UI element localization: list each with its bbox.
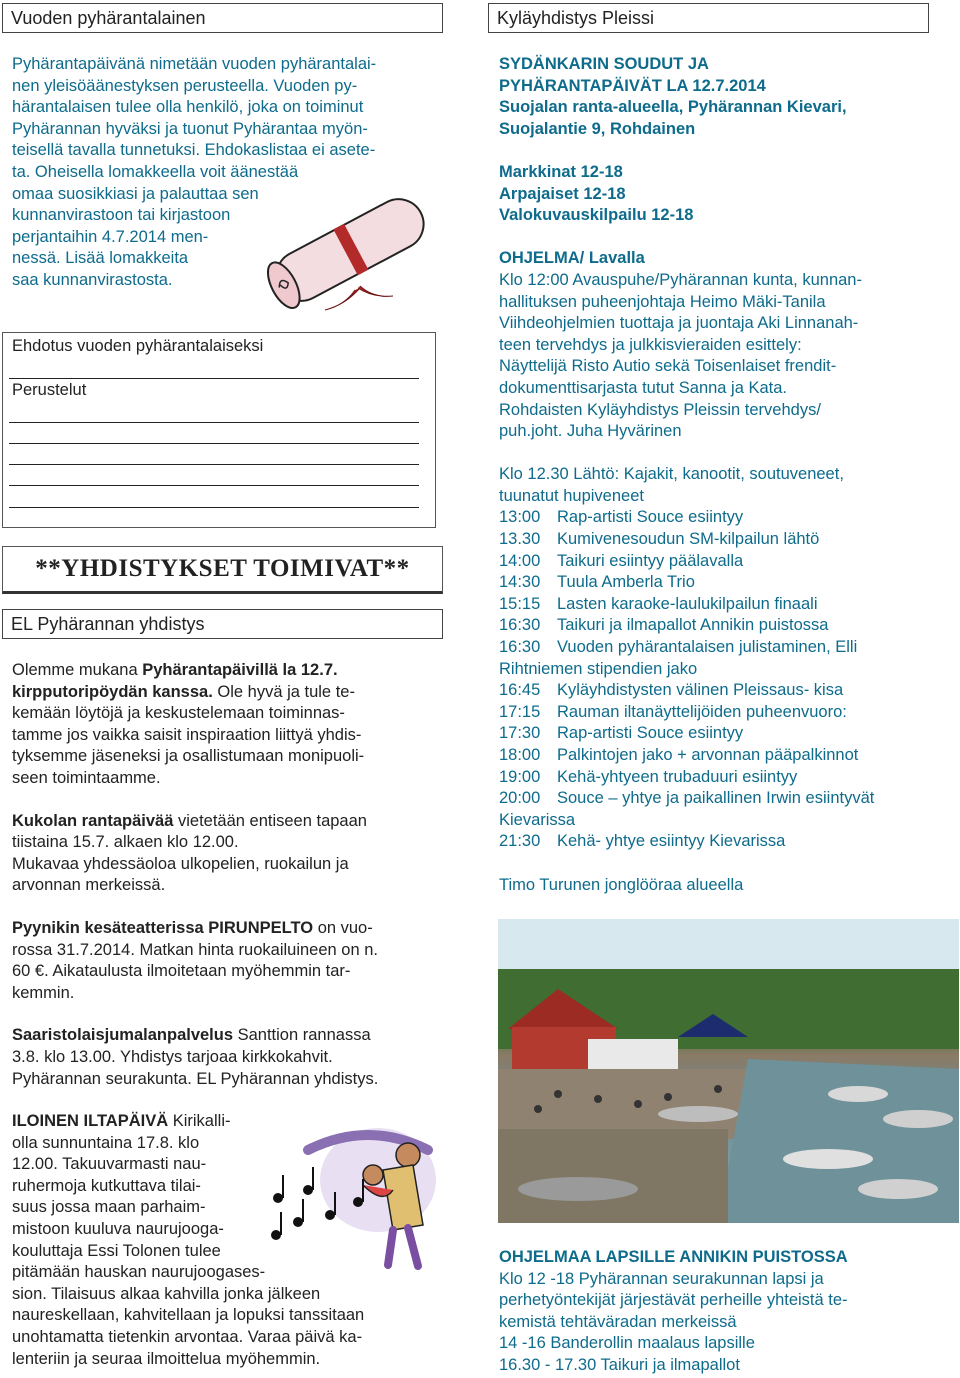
- program-title: OHJELMA/ Lavalla: [499, 249, 645, 268]
- saaristo-text: Santtion rannassa: [233, 1026, 371, 1045]
- award-line: ta. Oheisella lomakkeella voit äänestää: [12, 162, 299, 181]
- klo-line: tuunatut hupiveneet: [499, 486, 644, 505]
- reason-line[interactable]: [9, 401, 419, 423]
- banner-text: **YHDISTYKSET TOIMIVAT**: [35, 555, 410, 582]
- program-line: teen tervehdys ja julkkisvieraiden esittely:: [499, 335, 802, 354]
- schedule-row: 18:00 Palkintojen jako + arvonnan pääpalkinnot: [499, 746, 859, 764]
- pyynikki-line: 60 €. Aikataulusta ilmoitetaan myöhemmin tar-: [12, 962, 351, 981]
- kukola-line: Mukavaa yhdessäoloa ulkopelien, ruokailun ja: [12, 854, 349, 873]
- ilo-line: sion. Tilaisuus alkaa kahvilla jonka jälkeen: [12, 1284, 321, 1303]
- ilo-line: naureskellaan, kahvitellaan ja lopuksi tanssitaan: [12, 1306, 365, 1325]
- schedule-row: 20:00 Souce – yhtye ja paikallinen Irwin esiintyvät: [499, 789, 875, 808]
- el-title: EL Pyhärannan yhdistys: [11, 613, 205, 634]
- program-line: Klo 12:00 Avauspuhe/Pyhärannan kunta, kunnan-: [499, 270, 862, 289]
- ilo-bold: ILOINEN ILTAPÄIVÄ: [12, 1112, 169, 1131]
- kids-title: OHJELMAA LAPSILLE ANNIKIN PUISTOSSA: [499, 1248, 848, 1266]
- associations-banner: [2, 546, 443, 594]
- market-line: Arpajaiset 12-18: [499, 184, 626, 203]
- schedule-row: 13:00 Rap-artisti Souce esiintyy: [499, 508, 744, 527]
- pyynikki-line: rossa 31.7.2014. Matkan hinta ruokailuineen on n.: [12, 940, 378, 959]
- ilo-line: mistoon kuuluva naurujooga-: [12, 1220, 224, 1239]
- award-line: härantalaisen tulee olla henkilö, joka on toiminut: [12, 98, 364, 117]
- pyynikki-line: kemmin.: [12, 983, 75, 1002]
- kids-line: 14 -16 Banderollin maalaus lapsille: [499, 1334, 755, 1353]
- schedule-row: 17:15 Rauman iltanäyttelijöiden puheenvuoro:: [499, 702, 847, 721]
- form-label-reasons: Perustelut: [12, 381, 87, 399]
- el-text-b: Pyhärantapäivillä la 12.7.: [142, 661, 338, 679]
- ilo-line: ruhermoja kutkuttava tilai-: [12, 1176, 201, 1195]
- kids-line: Klo 12 -18 Pyhärannan seurakunnan lapsi ja: [499, 1269, 824, 1288]
- schedule-row: 17:30 Rap-artisti Souce esiintyy: [499, 724, 744, 743]
- event-photo-scene: [498, 919, 959, 1223]
- award-title: Vuoden pyhärantalainen: [11, 7, 206, 28]
- schedule-row: 16:30 Vuoden pyhärantalaisen julistaminen, Elli: [499, 638, 858, 657]
- ilo-line: kouluttaja Essi Tolonen tulee: [12, 1241, 221, 1260]
- award-line: perjantaihin 4.7.2014 men-: [12, 227, 209, 246]
- schedule-wrap: Kievarissa: [499, 810, 576, 829]
- event-line: PYHÄRANTAPÄIVÄT LA 12.7.2014: [499, 76, 766, 95]
- award-line: teisellä tavalla tunnetuksi. Ehdokaslistaa ei asete-: [12, 141, 376, 160]
- reason-line[interactable]: [9, 422, 419, 444]
- ilo-text: Kirikalli-: [168, 1112, 231, 1131]
- schedule-row: 19:00 Kehä-yhtyeen trubaduuri esiintyy: [499, 767, 798, 786]
- event-line: Suojalan ranta-alueella, Pyhärannan Kievari,: [499, 98, 847, 117]
- program-line: Viihdeohjelmien tuottaja ja juontaja Aki Linnanah-: [499, 314, 859, 333]
- pyynikki-text: on vuo-: [313, 918, 373, 937]
- reason-line[interactable]: [9, 443, 419, 465]
- kukola-line: arvonnan merkeissä.: [12, 876, 166, 895]
- award-title-box: [2, 3, 443, 33]
- ilo-line: suus jossa maan parhaim-: [12, 1198, 206, 1217]
- pyynikki-bold: Pyynikin kesäteatterissa PIRUNPELTO: [12, 918, 314, 937]
- program-line: dokumenttisarjasta tutut Sanna ja Kata.: [499, 378, 788, 397]
- pleissi-event: [499, 54, 939, 896]
- nominee-line[interactable]: [9, 357, 419, 379]
- dancers-icon: [268, 1110, 448, 1280]
- kids-line: perhetyöntekijät järjestävät perheille yhteistä te-: [499, 1291, 848, 1310]
- event-line: Suojalantie 9, Rohdainen: [499, 119, 696, 138]
- el-line: kemään löytöjä ja keskustelemaan toiminnas-: [12, 704, 345, 723]
- award-line: saa kunnanvirastosta.: [12, 270, 173, 289]
- schedule-row: 21:30 Kehä- yhtye esiintyy Kievarissa: [499, 832, 786, 851]
- ilo-line: olla sunnuntaina 17.8. klo: [12, 1133, 200, 1152]
- award-line: nen yleisöäänestyksen perusteella. Vuoden py-: [12, 76, 358, 95]
- event-line: SYDÄNKARIN SOUDUT JA: [499, 55, 709, 73]
- award-line: Pyhärannan hyväksi ja tuonut Pyhärantaa myön-: [12, 119, 368, 138]
- ilo-line: lenteriin ja seuraa ilmoittelua myöhemmin.: [12, 1349, 321, 1368]
- el-line: tamme jos vaikka saisit inspiraation liittyä yhdis-: [12, 725, 362, 744]
- pleissi-title: Kyläyhdistys Pleissi: [497, 7, 655, 28]
- schedule-row: 15:15 Lasten karaoke-laulukilpailun finaali: [499, 594, 818, 613]
- program-line: Näyttelijä Risto Autio sekä Toisenlaiset frendit-: [499, 357, 837, 376]
- kids-line: kemistä tehtäväradan merkeissä: [499, 1312, 737, 1331]
- ilo-line: 12.00. Takuuvarmasti nau-: [12, 1155, 207, 1174]
- el-line: tyksemme jäseneksi ja osallistumaan monipuoli-: [12, 747, 365, 766]
- schedule-row: 16:45 Kyläyhdistysten välinen Pleissaus- kisa: [499, 681, 844, 700]
- nomination-form: [2, 332, 436, 528]
- program-line: puh.joht. Juha Hyvärinen: [499, 422, 682, 441]
- program-line: Rohdaisten Kyläyhdistys Pleissin tervehdys/: [499, 400, 821, 419]
- ilo-line: pitämään hauskan naurujoogases-: [12, 1263, 266, 1282]
- klo-line: Klo 12.30 Lähtö: Kajakit, kanootit, soutuveneet,: [499, 465, 844, 484]
- schedule-row: 14:00 Taikuri esiintyy päälavalla: [499, 551, 744, 570]
- award-line: kunnanvirastoon tai kirjastoon: [12, 206, 231, 225]
- ilo-line: unohtamatta tietenkin arvontaa. Varaa päivä ka-: [12, 1328, 363, 1347]
- market-line: Markkinat 12-18: [499, 162, 623, 181]
- kukola-text: vietetään entiseen tapaan: [173, 811, 367, 830]
- program-line: hallituksen puheenjohtaja Heimo Mäki-Tanila: [499, 292, 826, 311]
- saaristo-bold: Saaristolaisjumalanpalvelus: [12, 1026, 234, 1045]
- saaristo-line: Pyhärannan seurakunta. EL Pyhärannan yhdistys.: [12, 1069, 379, 1088]
- el-text-a: Olemme mukana: [12, 661, 143, 679]
- kids-line: 16.30 - 17.30 Taikuri ja ilmapallot: [499, 1355, 740, 1374]
- schedule-wrap: Rihtniemen stipendien jako: [499, 659, 698, 678]
- award-line: nessä. Lisää lomakkeita: [12, 249, 189, 268]
- market-line: Valokuvauskilpailu 12-18: [499, 206, 694, 225]
- el-title-box: [2, 609, 443, 639]
- kukola-bold: Kukolan rantapäivää: [12, 811, 174, 830]
- reason-line[interactable]: [9, 464, 419, 486]
- el-line: seen toimintaamme.: [12, 768, 161, 787]
- saaristo-line: 3.8. klo 13.00. Yhdistys tarjoaa kirkkokahvit.: [12, 1047, 333, 1066]
- event-photo: [498, 919, 959, 1223]
- pleissi-title-box: [488, 3, 929, 33]
- scroll-icon: [250, 180, 450, 320]
- schedule-row: 16:30 Taikuri ja ilmapallot Annikin puistossa: [499, 616, 829, 635]
- juggler-line: Timo Turunen jonglööraa alueella: [499, 875, 744, 894]
- el-text-c: kirpputoripöydän kanssa.: [12, 682, 213, 701]
- schedule-row: 14:30 Tuula Amberla Trio: [499, 573, 695, 592]
- award-line: Pyhärantapäivänä nimetään vuoden pyhärantalai-: [12, 55, 377, 73]
- award-line: omaa suosikkiasi ja palauttaa sen: [12, 184, 259, 203]
- kids-program: [499, 1247, 939, 1377]
- kukola-line: tiistaina 15.7. alkaen klo 12.00.: [12, 833, 239, 852]
- form-label-nominee: Ehdotus vuoden pyhärantalaiseksi: [12, 337, 264, 355]
- el-text-d: Ole hyvä ja tule te-: [212, 682, 355, 701]
- schedule-row: 13.30 Kumivenesoudun SM-kilpailun lähtö: [499, 530, 820, 549]
- reason-line[interactable]: [9, 486, 419, 508]
